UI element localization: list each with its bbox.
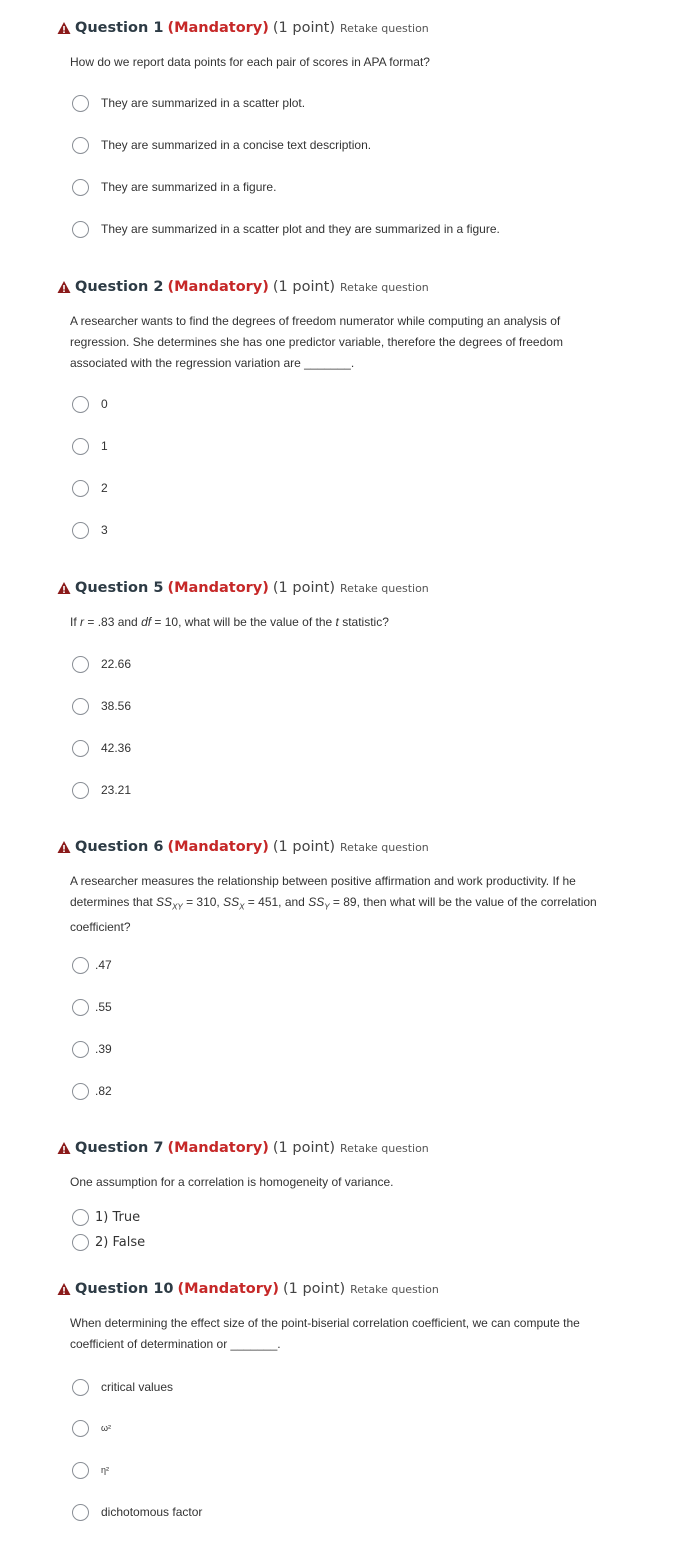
radio-button[interactable]	[72, 522, 89, 539]
option-label: 22.66	[101, 657, 132, 671]
radio-button[interactable]	[72, 1234, 89, 1251]
question-1-option-2[interactable]	[72, 134, 371, 156]
question-2-option-3[interactable]	[72, 477, 108, 499]
question-title: Question 1	[75, 20, 164, 36]
question-title: Question 2	[75, 279, 164, 295]
option-label: ω²	[101, 1423, 112, 1433]
mandatory-label: (Mandatory)	[167, 839, 269, 855]
mandatory-label: (Mandatory)	[177, 1281, 279, 1297]
question-7-header	[57, 1137, 429, 1159]
option-label: 38.56	[101, 699, 132, 713]
option-label: 2	[101, 481, 108, 495]
radio-button[interactable]	[72, 782, 89, 799]
radio-button[interactable]	[72, 95, 89, 112]
question-10-option-4[interactable]	[72, 1501, 202, 1523]
radio-button[interactable]	[72, 698, 89, 715]
radio-button[interactable]	[72, 1041, 89, 1058]
question-10-header	[57, 1278, 439, 1300]
question-6-option-4[interactable]	[72, 1080, 112, 1102]
option-label: They are summarized in a figure.	[101, 180, 277, 194]
radio-button[interactable]	[72, 480, 89, 497]
question-10-option-2[interactable]	[72, 1417, 111, 1439]
option-label: 0	[101, 397, 108, 411]
warning-icon	[57, 840, 71, 854]
option-label: 1	[101, 439, 108, 453]
question-6-header	[57, 836, 429, 858]
radio-button[interactable]	[72, 1083, 89, 1100]
retake-question-link[interactable]: Retake question	[340, 21, 429, 35]
retake-question-link[interactable]: Retake question	[340, 280, 429, 294]
question-1-option-1[interactable]	[72, 92, 305, 114]
points-label: (1 point)	[272, 1140, 336, 1156]
option-label: critical values	[101, 1380, 174, 1394]
points-label: (1 point)	[272, 580, 336, 596]
question-6-option-1[interactable]	[72, 954, 112, 976]
radio-button[interactable]	[72, 396, 89, 413]
question-title: Question 10	[75, 1281, 174, 1297]
question-6-option-3[interactable]	[72, 1038, 112, 1060]
question-10-prompt: When determining the effect size of the point-biserial correlation coefficient, we can compute the coefficient of determination or _______.	[70, 1316, 580, 1351]
option-label: .39	[95, 1042, 112, 1056]
question-title: Question 6	[75, 839, 164, 855]
option-label: dichotomous factor	[101, 1505, 203, 1519]
question-5-option-2[interactable]	[72, 695, 131, 717]
question-2-option-1[interactable]	[72, 393, 108, 415]
question-5-option-1[interactable]	[72, 653, 131, 675]
option-label: They are summarized in a concise text description.	[101, 138, 372, 152]
option-label: .47	[95, 958, 112, 972]
question-6-option-2[interactable]	[72, 996, 112, 1018]
question-title: Question 5	[75, 580, 164, 596]
radio-button[interactable]	[72, 656, 89, 673]
question-6-prompt: A researcher measures the relationship between positive affirmation and work productivity. If he determines that $SS_{XY} = 310$, $SS_X = 451$, and $SS_Y = 89$, then what will be the value of the correlation coefficient?	[70, 874, 597, 935]
question-5-prompt: If r = .83 and df = 10, what will be the value of the t statistic?	[70, 615, 389, 629]
points-label: (1 point)	[272, 20, 336, 36]
retake-question-link[interactable]: Retake question	[340, 581, 429, 595]
option-label: η²	[101, 1465, 110, 1475]
question-1-option-3[interactable]	[72, 176, 276, 198]
question-2-prompt: A researcher wants to find the degrees of freedom numerator while computing an analysis of regression. She determines she has one predictor variable, therefore the degrees of freedom associated with the regression variation are _______.	[70, 314, 563, 370]
radio-button[interactable]	[72, 1379, 89, 1396]
radio-button[interactable]	[72, 1420, 89, 1437]
question-1-prompt: How do we report data points for each pair of scores in APA format?	[70, 55, 430, 69]
question-2-option-4[interactable]	[72, 519, 108, 541]
question-2-option-2[interactable]	[72, 435, 108, 457]
mandatory-label: (Mandatory)	[167, 20, 269, 36]
warning-icon	[57, 1282, 71, 1296]
radio-button[interactable]	[72, 221, 89, 238]
radio-button[interactable]	[72, 137, 89, 154]
warning-icon	[57, 21, 71, 35]
option-label: 1) True	[95, 1209, 141, 1225]
question-7-option-true[interactable]	[72, 1206, 140, 1228]
retake-question-link[interactable]: Retake question	[340, 840, 429, 854]
option-label: They are summarized in a scatter plot and they are summarized in a figure.	[101, 222, 500, 236]
radio-button[interactable]	[72, 1504, 89, 1521]
radio-button[interactable]	[72, 1209, 89, 1226]
question-5-option-3[interactable]	[72, 737, 131, 759]
question-1-option-4[interactable]	[72, 218, 500, 240]
option-label: They are summarized in a scatter plot.	[101, 96, 306, 110]
option-label: 3	[101, 523, 108, 537]
question-7-option-false[interactable]	[72, 1231, 145, 1253]
question-title: Question 7	[75, 1140, 164, 1156]
radio-button[interactable]	[72, 1462, 89, 1479]
points-label: (1 point)	[282, 1281, 346, 1297]
points-label: (1 point)	[272, 279, 336, 295]
radio-button[interactable]	[72, 957, 89, 974]
radio-button[interactable]	[72, 740, 89, 757]
option-label: 23.21	[101, 783, 132, 797]
radio-button[interactable]	[72, 438, 89, 455]
mandatory-label: (Mandatory)	[167, 279, 269, 295]
warning-icon	[57, 1141, 71, 1155]
question-2-header	[57, 276, 429, 298]
mandatory-label: (Mandatory)	[167, 1140, 269, 1156]
points-label: (1 point)	[272, 839, 336, 855]
question-10-option-3[interactable]	[72, 1459, 109, 1481]
option-label: .55	[95, 1000, 112, 1014]
question-1-header	[57, 17, 429, 39]
option-label: .82	[95, 1084, 112, 1098]
option-label: 42.36	[101, 741, 132, 755]
mandatory-label: (Mandatory)	[167, 580, 269, 596]
retake-question-link[interactable]: Retake question	[340, 1141, 429, 1155]
warning-icon	[57, 581, 71, 595]
question-5-option-4[interactable]	[72, 779, 131, 801]
question-10-option-1[interactable]	[72, 1376, 173, 1398]
option-label: 2) False	[95, 1234, 146, 1250]
retake-question-link[interactable]: Retake question	[350, 1282, 439, 1296]
warning-icon	[57, 280, 71, 294]
radio-button[interactable]	[72, 999, 89, 1016]
question-7-prompt: One assumption for a correlation is homogeneity of variance.	[70, 1175, 394, 1189]
question-5-header	[57, 577, 429, 599]
radio-button[interactable]	[72, 179, 89, 196]
